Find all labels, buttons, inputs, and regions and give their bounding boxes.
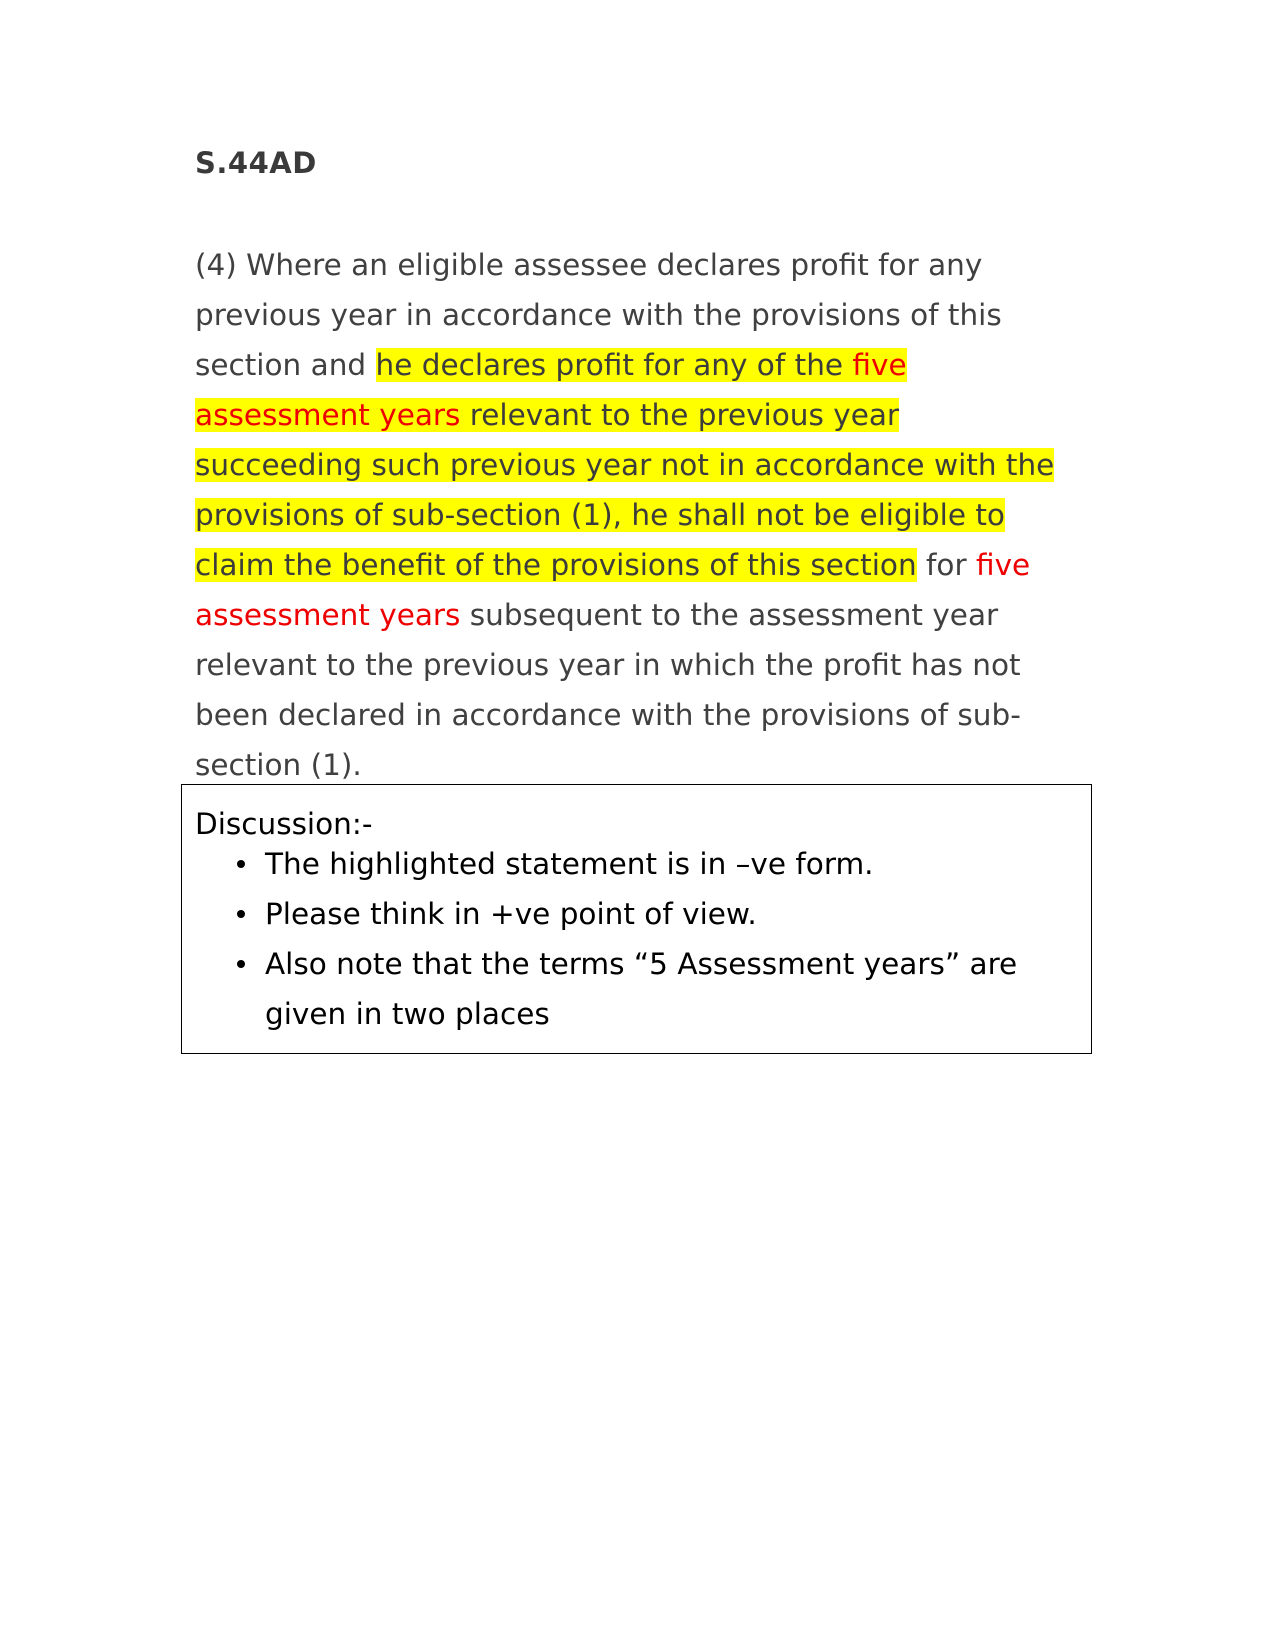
discussion-title: Discussion:- — [195, 807, 373, 841]
section-paragraph — [195, 240, 1075, 790]
discussion-list — [195, 839, 1079, 1039]
highlighted-text-start: he declares profit for any of the — [375, 348, 853, 382]
highlighted-red-term: five assessment years — [195, 348, 907, 432]
red-term: five assessment years — [195, 548, 1031, 632]
section-heading: S.44AD — [195, 146, 317, 180]
list-item — [195, 839, 1079, 889]
list-item-text: Please think in +ve point of view. — [265, 897, 757, 931]
bullet-icon — [237, 910, 245, 918]
paragraph-text-end: subsequent to the assessment year relevant to the previous year in which the profit has not been declared in accordance with the provisions of sub-section (1). — [195, 598, 1021, 782]
paragraph-text-intro: (4) Where an eligible assessee declares profit for any previous year in accordance with the provisions of this section and — [195, 248, 1002, 382]
list-item-text: The highlighted statement is in –ve form. — [265, 847, 874, 881]
list-item — [195, 939, 1079, 1039]
list-item — [195, 889, 1079, 939]
bullet-icon — [237, 960, 245, 968]
highlighted-text-end: relevant to the previous year succeeding such previous year not in accordance with the provisions of sub-section (1), he shall not be eligible to claim the benefit of the provisions of this section — [195, 398, 1055, 582]
list-item-text: Also note that the terms “5 Assessment years” are given in two places — [265, 947, 1018, 1031]
discussion-box — [181, 784, 1092, 1054]
highlighted-statement — [195, 348, 1054, 582]
paragraph-text-for: for — [916, 548, 976, 582]
bullet-icon — [237, 860, 245, 868]
